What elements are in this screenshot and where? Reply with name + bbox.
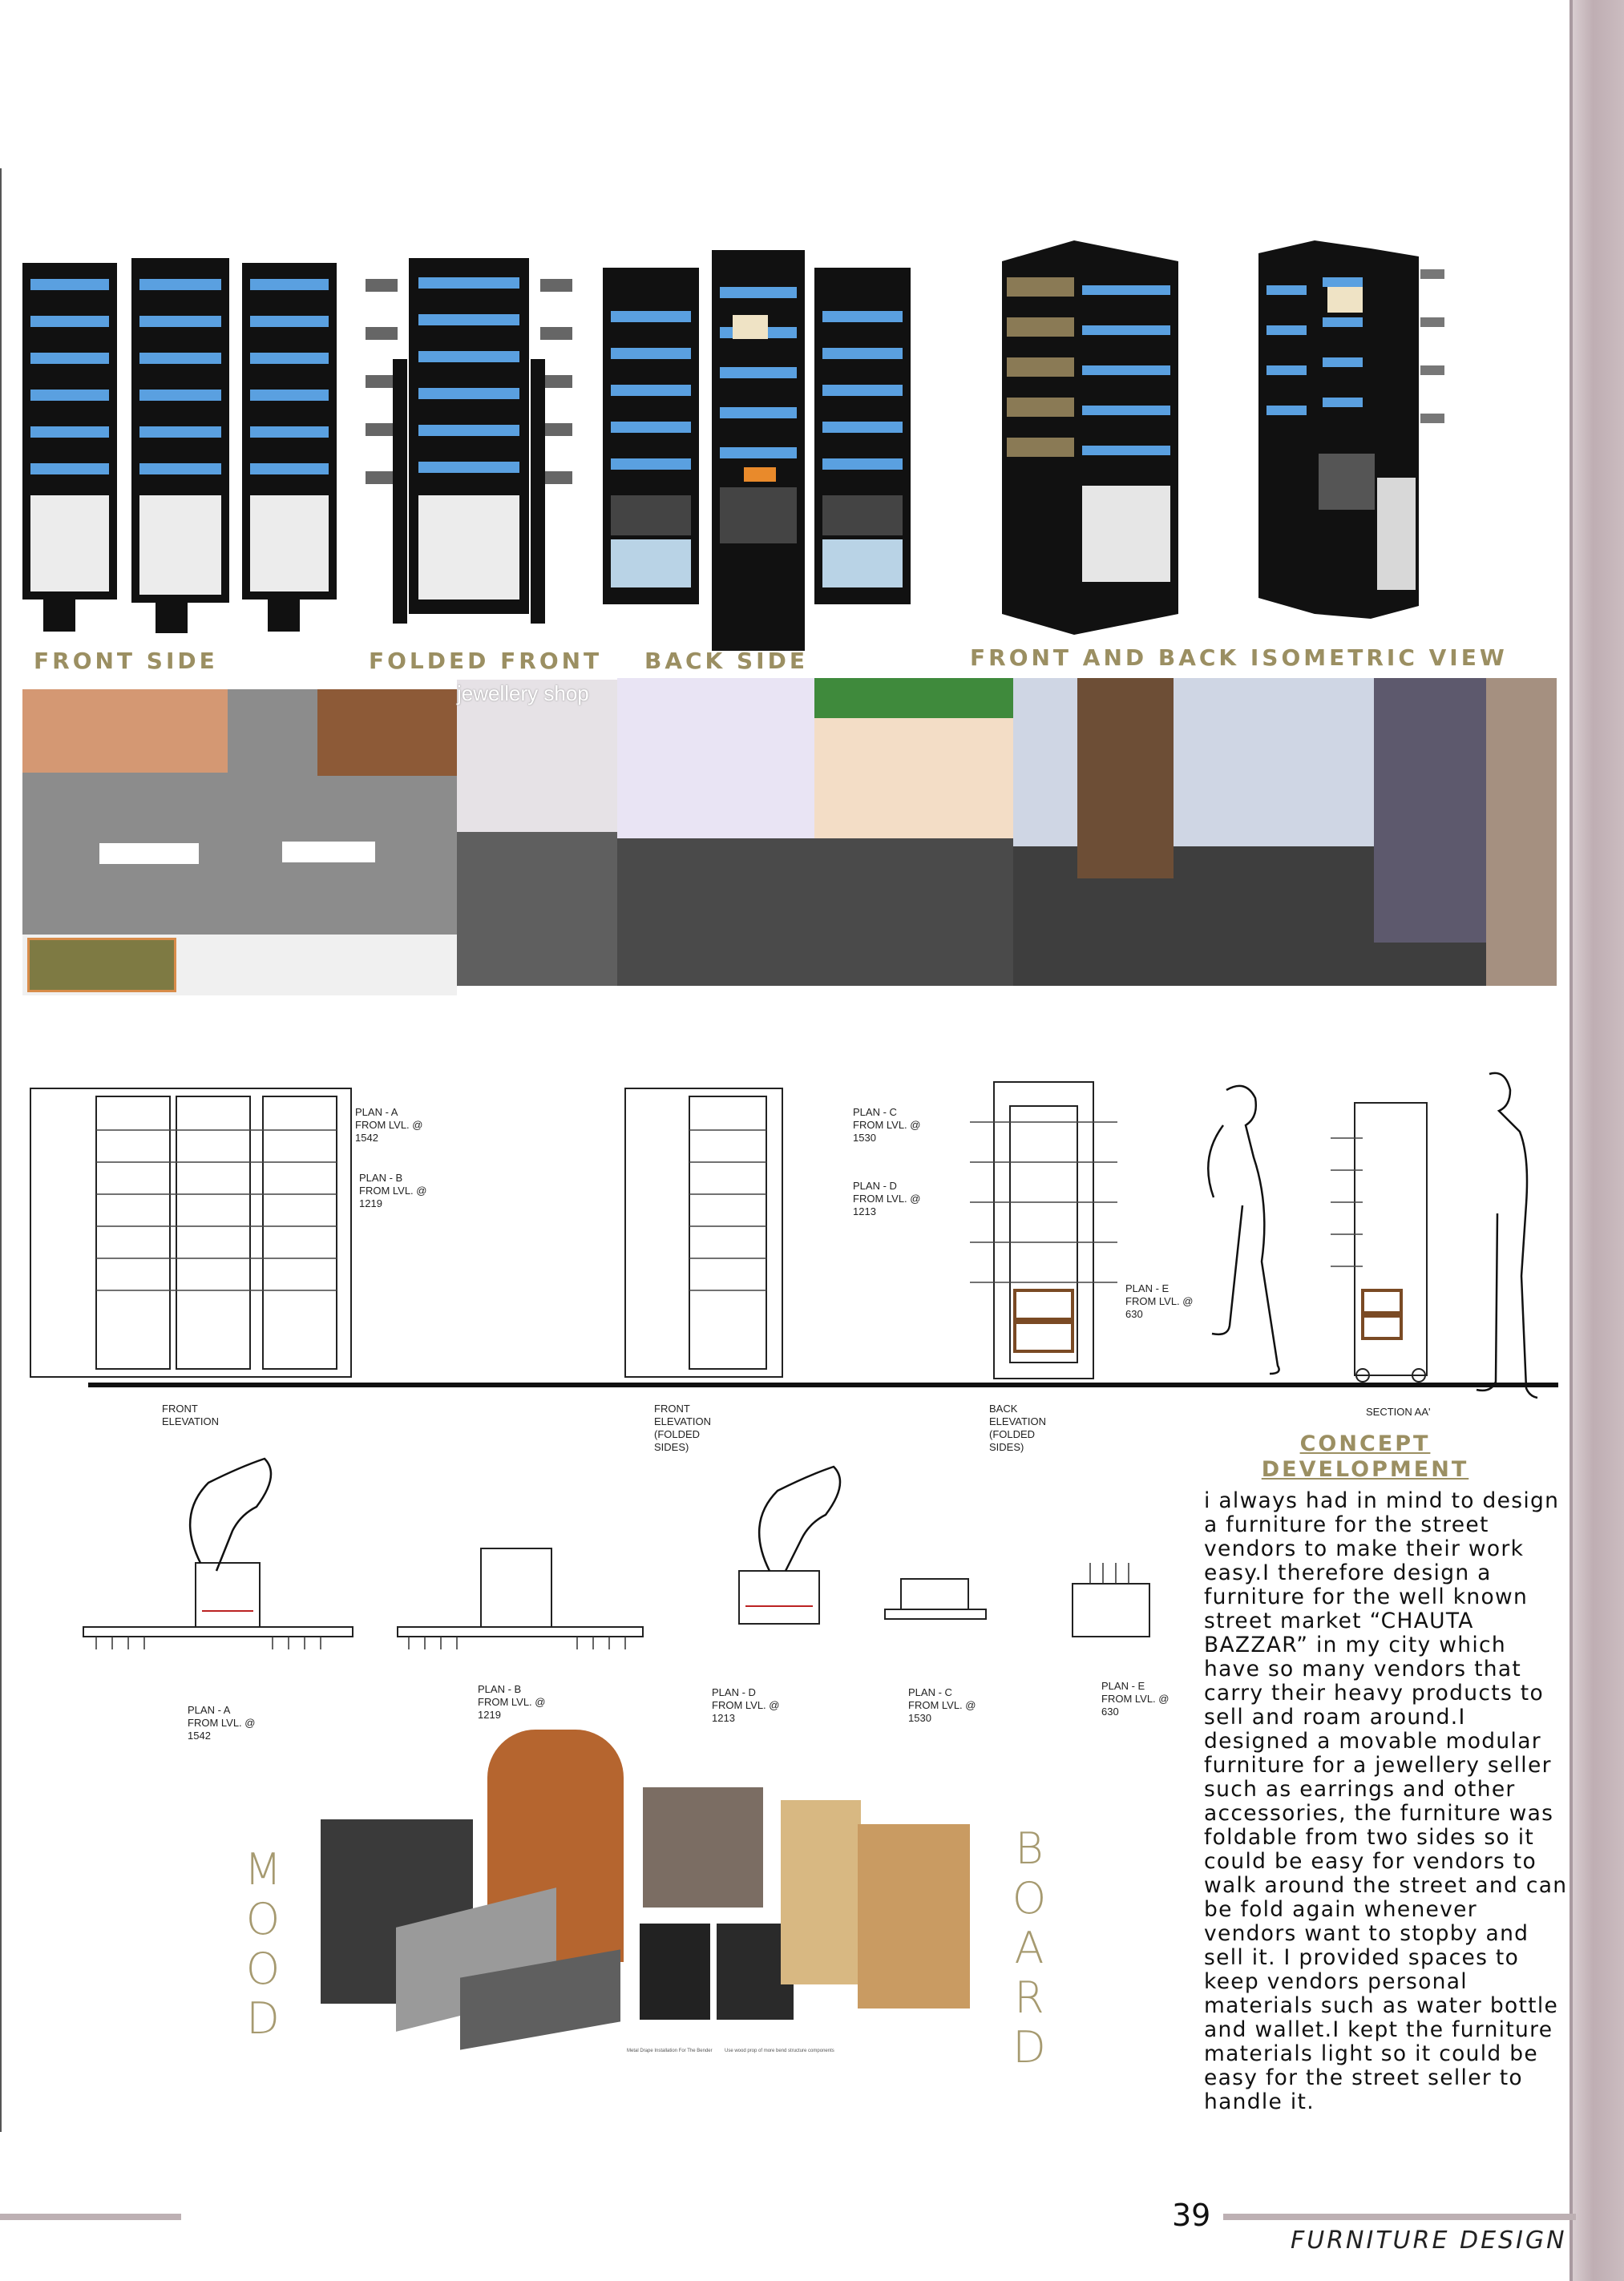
plan-b-label: PLAN - B FROM LVL. @ 1219 <box>478 1683 546 1721</box>
plan-b-marker-label: PLAN - B FROM LVL. @ 1219 <box>359 1172 427 1209</box>
mood-board-right-word: BOARD <box>1012 1823 1050 2073</box>
mood-black-box <box>640 1924 710 2020</box>
site-plan-stall-left <box>99 843 199 864</box>
site-plan-stall-right <box>282 842 375 862</box>
mood-board-collage <box>316 1723 1005 2069</box>
plan-drawings <box>0 1459 1186 1715</box>
plan-a-marker-label: PLAN - A FROM LVL. @ 1542 <box>355 1106 423 1144</box>
footer-rule-right <box>1223 2214 1576 2220</box>
mood-caption-1: Metal Drape Installation For The Bender <box>627 2049 713 2053</box>
plan-c-outline <box>885 1609 986 1619</box>
isometric-render-graphic <box>994 237 1483 646</box>
elevation-drawings <box>0 1074 1555 1459</box>
plan-b-outline <box>398 1627 643 1637</box>
render-folded-front <box>361 255 577 640</box>
plan-d-outline <box>739 1571 819 1624</box>
mood-wood-ladder <box>781 1800 861 1984</box>
folded-elevation-outline <box>625 1088 782 1377</box>
back-side-render-graphic <box>600 247 914 648</box>
context-street-view-2 <box>617 678 1013 986</box>
plan-e-label: PLAN - E FROM LVL. @ 630 <box>1101 1680 1170 1718</box>
back-side-label: BACK SIDE <box>644 648 808 674</box>
site-plan-ground-block <box>22 689 228 773</box>
brown-wall <box>1077 678 1174 878</box>
context-street-view-1 <box>457 680 617 986</box>
context-street-view-3 <box>1013 678 1557 986</box>
concept-body: i always had in mind to design a furniture for the street vendors to make their work easy.I therefore design a furniture for the well known street market “CHAUTA BAZZAR” in my city which have so many vendors that carry their heavy products to sell and roam around.I designed a movable modular furniture for a jewellery seller such as earrings and other accessories, the furniture was foldable from two sides so it could be easy for vendors to walk around the street and can be fold again whenever vendors want to stopby and sell it. I provided spaces to keep vendors personal materials such as water bottle and wallet.I kept the furniture materials light so it could be easy for the street seller to handle it. <box>1204 1488 1568 2114</box>
mood-caption-2: Use wood prop of more bend structure components <box>725 2049 834 2053</box>
plan-a-label: PLAN - A FROM LVL. @ 1542 <box>188 1704 256 1742</box>
footer-title: FURNITURE DESIGN <box>1291 2226 1567 2255</box>
stall-facade-green <box>814 678 1013 718</box>
shop-sign: jewellery shop <box>457 681 589 705</box>
folded-front-render-graphic <box>361 255 577 640</box>
plan-e-marker-label: PLAN - E FROM LVL. @ 630 <box>1125 1282 1194 1320</box>
render-front-side <box>19 255 340 640</box>
plan-c-marker-label: PLAN - C FROM LVL. @ 1530 <box>853 1106 921 1144</box>
page-spine <box>1573 0 1624 2281</box>
right-wall <box>1486 678 1557 986</box>
plan-d-marker-label: PLAN - D FROM LVL. @ 1213 <box>853 1180 921 1217</box>
front-side-render-graphic <box>19 255 340 640</box>
inset-block <box>27 938 176 992</box>
front-elevation-outline <box>30 1088 351 1377</box>
purple-wall <box>1374 678 1486 943</box>
hand-sketches <box>190 1459 840 1571</box>
front-elevation-label: FRONT ELEVATION <box>162 1403 220 1427</box>
render-back-side <box>600 247 914 648</box>
plan-d-label: PLAN - D FROM LVL. @ 1213 <box>712 1686 780 1724</box>
back-folded-elevation-label: BACK ELEVATION (FOLDED SIDES) <box>989 1403 1047 1453</box>
page-number: 39 <box>1172 2198 1211 2233</box>
render-isometric <box>994 237 1483 646</box>
context-site-plan-inset <box>22 935 457 995</box>
front-side-label: FRONT SIDE <box>34 648 218 674</box>
front-folded-elevation-label: FRONT ELEVATION (FOLDED SIDES) <box>654 1403 712 1453</box>
mood-board-left-word: MOOD <box>244 1844 285 2044</box>
isometric-label: FRONT AND BACK ISOMETRIC VIEW <box>970 644 1508 671</box>
mood-folding-shelf <box>643 1787 763 1908</box>
section-outline <box>1355 1103 1427 1375</box>
plan-a-outline <box>83 1627 353 1637</box>
back-elevation-outline <box>994 1082 1093 1379</box>
folded-front-label: FOLDED FRONT <box>369 648 603 674</box>
plan-e-outline <box>1073 1584 1149 1637</box>
site-plan-deck <box>317 689 457 776</box>
human-figures <box>1208 1073 1537 1398</box>
section-label: SECTION AA' <box>1366 1406 1431 1418</box>
footer-rule-left <box>0 2214 181 2220</box>
plan-c-label: PLAN - C FROM LVL. @ 1530 <box>908 1686 976 1724</box>
concept-title: CONCEPT DEVELOPMENT <box>1261 1431 1469 1482</box>
mood-wood-cart <box>858 1824 970 2008</box>
